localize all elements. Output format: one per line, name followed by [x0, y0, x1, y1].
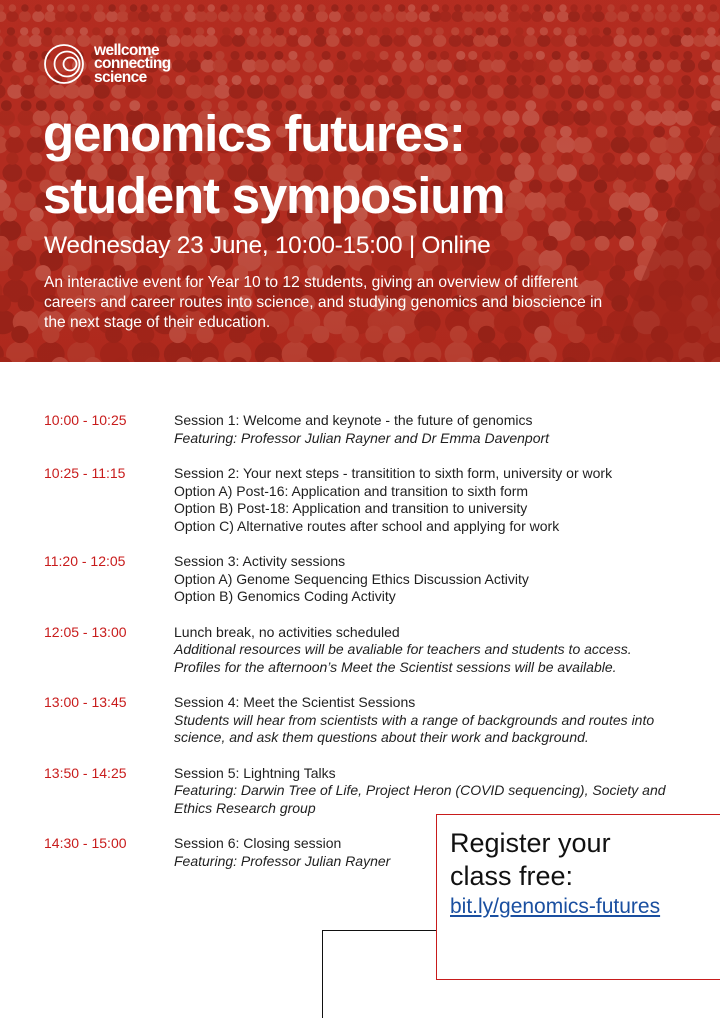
- session-note: Featuring: Darwin Tree of Life, Project Heron (COVID sequencing), Society and: [174, 782, 666, 798]
- session-title: Session 2: Your next steps - transitition to sixth form, university or work: [174, 465, 613, 481]
- session-time: 12:05 - 13:00: [44, 623, 127, 640]
- session-title: Session 6: Closing session: [174, 835, 342, 851]
- session-option: Option C) Alternative routes after school and applying for work: [174, 517, 560, 534]
- event-title: [43, 103, 504, 227]
- session-option: Option B) Genomics Coding Activity: [174, 588, 396, 604]
- session-title: Session 3: Activity sessions: [174, 553, 346, 569]
- session-time: 10:25 - 11:15: [44, 465, 126, 481]
- register-heading-line: class free:: [450, 861, 574, 891]
- session-title: Session 1: Welcome and keynote - the future of genomics: [174, 412, 533, 428]
- session-option: Option A) Post-16: Application and transition to sixth form: [174, 482, 529, 499]
- schedule-item: [44, 624, 684, 677]
- session-details: [174, 765, 666, 818]
- session-details: [174, 624, 632, 677]
- session-time: 13:00 - 13:45: [44, 694, 127, 710]
- event-description-line: An interactive event for Year 10 to 12 students, giving an overview of different: [44, 274, 578, 291]
- session-title: Session 4: Meet the Scientist Sessions: [174, 694, 416, 710]
- logo-line: wellcome: [94, 41, 159, 59]
- event-description: [44, 273, 684, 333]
- session-time: 13:50 - 14:25: [44, 764, 127, 781]
- schedule-item: [44, 465, 684, 535]
- event-title-line: student symposium: [43, 167, 505, 224]
- logo-line: science: [94, 68, 147, 86]
- logo-line: connecting: [94, 55, 171, 73]
- session-option: Option A) Genome Sequencing Ethics Discussion Activity: [174, 570, 529, 587]
- register-box: [436, 814, 720, 980]
- schedule-item: [44, 412, 684, 447]
- register-heading-line: Register your: [450, 828, 611, 858]
- session-details: [174, 553, 529, 606]
- session-note: Students will hear from scientists with a range of backgrounds and routes into: [174, 711, 655, 728]
- schedule-item: [44, 694, 684, 747]
- session-option: Option B) Post-18: Application and transition to university: [174, 500, 528, 516]
- schedule-item: [44, 553, 684, 606]
- session-note: Ethics Research group: [174, 799, 316, 816]
- session-details: [174, 694, 654, 747]
- event-description-line: careers and career routes into science, and studying genomics and bioscience in: [44, 294, 603, 311]
- session-title: Session 5: Lightning Talks: [174, 764, 336, 781]
- event-description-line: the next stage of their education.: [44, 314, 271, 331]
- session-time: 10:00 - 10:25: [44, 412, 127, 428]
- event-title-line: genomics futures:: [43, 105, 465, 162]
- session-note: science, and ask them questions about their work and background.: [174, 729, 589, 745]
- session-details: [174, 835, 390, 870]
- session-title: Lunch break, no activities scheduled: [174, 623, 400, 640]
- hero-banner: [0, 0, 720, 362]
- event-date: Wednesday 23 June, 10:00-15:00 | Online: [44, 232, 491, 259]
- session-details: [174, 465, 612, 535]
- session-time: 11:20 - 12:05: [44, 553, 126, 569]
- wellcome-logo-icon: [42, 42, 86, 86]
- session-time: 14:30 - 15:00: [44, 835, 127, 851]
- session-note: Additional resources will be avaliable for teachers and students to access.: [174, 641, 632, 657]
- wellcome-logo-text: [94, 41, 171, 86]
- session-details: [174, 412, 549, 447]
- wellcome-logo: [42, 42, 171, 86]
- register-heading: [450, 827, 720, 893]
- register-link[interactable]: bit.ly/genomics-futures: [450, 895, 661, 918]
- schedule-item: [44, 765, 684, 818]
- session-note: Featuring: Professor Julian Rayner: [174, 852, 391, 869]
- session-note: Profiles for the afternoon’s Meet the Scientist sessions will be available.: [174, 658, 617, 675]
- session-note: Featuring: Professor Julian Rayner and Dr Emma Davenport: [174, 429, 550, 446]
